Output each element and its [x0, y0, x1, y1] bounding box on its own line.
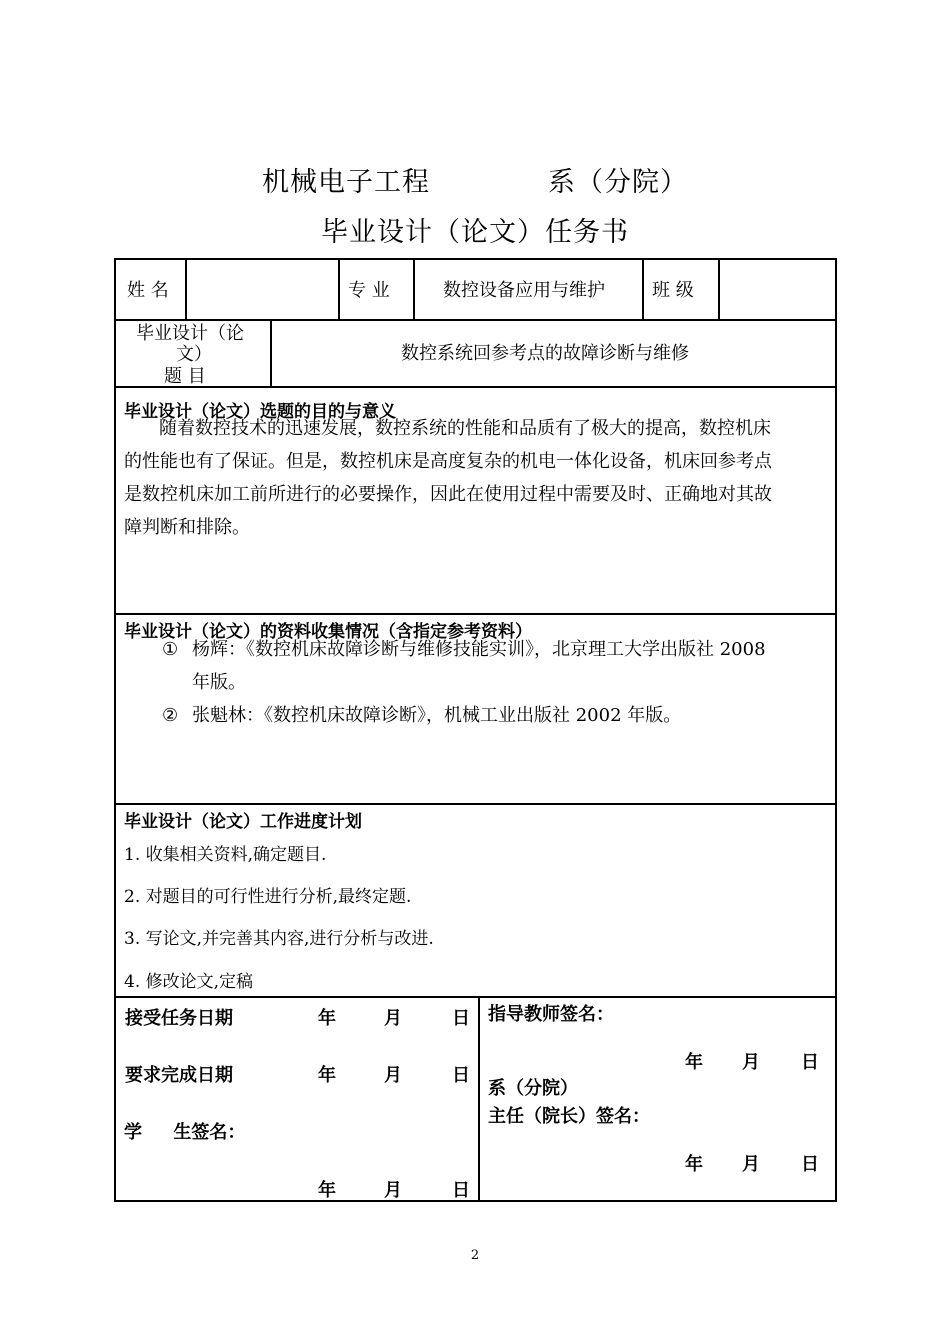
document-title: 毕业设计（论文）任务书 — [321, 217, 629, 248]
row-divider — [114, 386, 837, 388]
class-label: 班 级 — [652, 280, 694, 301]
reference-marker: ① — [162, 639, 179, 660]
day-label: 日 — [452, 1008, 470, 1029]
day-label: 日 — [452, 1065, 470, 1086]
year-label: 年 — [685, 1052, 703, 1073]
student-sign-label: 学 生签名： — [124, 1122, 246, 1143]
department-name: 机械电子工程 — [262, 167, 430, 198]
month-label: 月 — [742, 1052, 760, 1073]
references-title: 毕业设计（论文）的资料收集情况（含指定参考资料） — [124, 622, 532, 642]
accept-date-label: 接受任务日期 — [125, 1008, 233, 1029]
page-number: 2 — [470, 1248, 480, 1263]
column-divider — [338, 258, 340, 320]
finish-date-label: 要求完成日期 — [125, 1065, 233, 1086]
department-suffix: 系（分院） — [548, 167, 688, 198]
topic-label-line3: 题 目 — [164, 366, 206, 387]
year-label: 年 — [685, 1154, 703, 1175]
day-label: 日 — [452, 1180, 470, 1201]
month-label: 月 — [742, 1154, 760, 1175]
day-label: 日 — [801, 1154, 819, 1175]
column-divider — [642, 258, 644, 320]
plan-item: 4. 修改论文,定稿 — [124, 972, 254, 992]
plan-item: 3. 写论文,并完善其内容,进行分析与改进. — [124, 929, 434, 949]
director-sign-label: 主任（院长）签名： — [488, 1106, 650, 1127]
month-label: 月 — [384, 1008, 402, 1029]
purpose-line: 障判断和排除。 — [124, 517, 250, 538]
column-divider — [270, 320, 272, 387]
day-label: 日 — [801, 1052, 819, 1073]
topic-value: 数控系统回参考点的故障诊断与维修 — [401, 343, 689, 364]
purpose-line: 是数控机床加工前所进行的必要操作，因此在使用过程中需要及时、正确地对其故 — [124, 484, 772, 505]
purpose-title: 毕业设计（论文）选题的目的与意义 — [124, 402, 396, 422]
reference-marker: ② — [162, 705, 179, 726]
department-title — [0, 160, 950, 199]
column-divider — [413, 258, 415, 320]
column-divider — [185, 258, 187, 320]
year-label: 年 — [318, 1180, 336, 1201]
major-value: 数控设备应用与维护 — [443, 280, 605, 301]
reference-text: 张魁林：《数控机床故障诊断》，机械工业出版社 2002 年版。 — [192, 705, 682, 726]
name-label: 姓 名 — [127, 280, 169, 301]
reference-text-cont: 年版。 — [192, 672, 246, 693]
topic-label-line1: 毕业设计（论 — [136, 323, 244, 344]
advisor-sign-label: 指导教师签名： — [488, 1004, 614, 1025]
reference-text: 杨辉：《数控机床故障诊断与维修技能实训》，北京理工大学出版社 2008 — [192, 639, 766, 660]
row-divider — [114, 319, 837, 321]
major-label: 专 业 — [348, 280, 390, 301]
column-divider — [718, 258, 720, 320]
year-label: 年 — [318, 1008, 336, 1029]
purpose-line: 随着数控技术的迅速发展，数控系统的性能和品质有了极大的提高，数控机床 — [159, 418, 771, 439]
purpose-line: 的性能也有了保证。但是，数控机床是高度复杂的机电一体化设备，机床回参考点 — [124, 451, 772, 472]
month-label: 月 — [384, 1065, 402, 1086]
year-label: 年 — [318, 1065, 336, 1086]
row-divider — [114, 613, 837, 615]
department-label: 系（分院） — [488, 1078, 578, 1099]
plan-title: 毕业设计（论文）工作进度计划 — [124, 812, 362, 832]
row-divider — [114, 996, 837, 998]
plan-item: 1. 收集相关资料,确定题目. — [124, 845, 327, 865]
month-label: 月 — [384, 1180, 402, 1201]
plan-item: 2. 对题目的可行性进行分析,最终定题. — [124, 887, 412, 907]
column-divider — [478, 997, 480, 1202]
topic-label-line2: 文） — [176, 344, 212, 365]
row-divider — [114, 803, 837, 805]
